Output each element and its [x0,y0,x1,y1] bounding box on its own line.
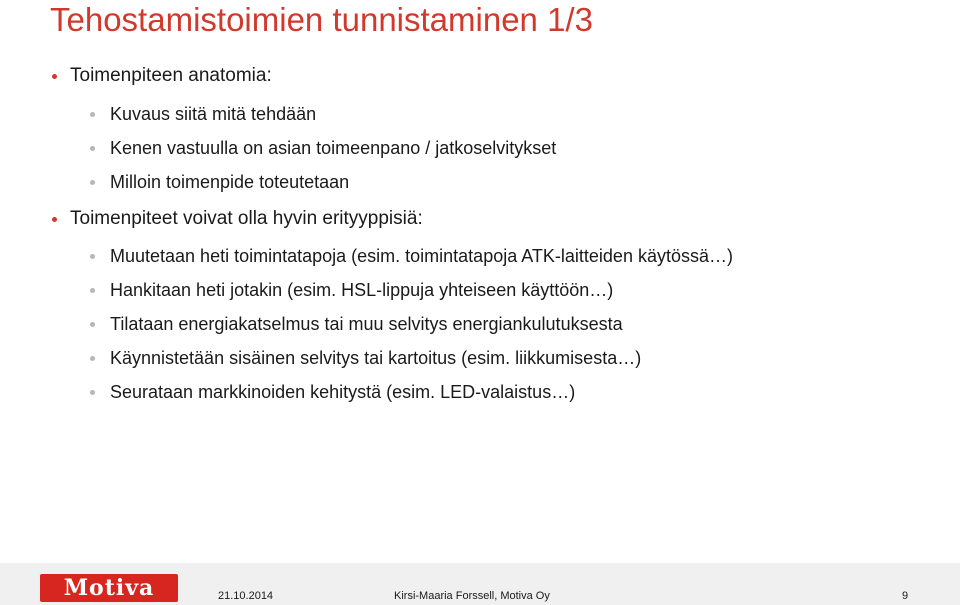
bullet-dot-icon [90,356,95,361]
list-item-text: Toimenpiteen anatomia: [70,65,272,86]
bullet-dot-icon [90,146,95,151]
list-item-text: Tilataan energiakatselmus tai muu selvitys energiankulutuksesta [110,314,623,334]
bullet-dot-icon [90,180,95,185]
list-item-text: Kenen vastuulla on asian toimeenpano / jatkoselvitykset [110,138,557,158]
bullet-dot-icon [90,254,95,259]
bullet-dot-icon [52,74,57,79]
footer-date: 21.10.2014 [218,590,274,602]
list-item-text: Muutetaan heti toimintatapoja (esim. toimintatapoja ATK-laitteiden käytössä…) [110,246,733,266]
page-title: Tehostamistoimien tunnistaminen 1/3 [50,1,593,38]
list-item [110,345,641,371]
bullet-dot-icon [90,322,95,327]
list-item-text: Seurataan markkinoiden kehitystä (esim. LED-valaistus…) [110,382,576,402]
list-item-text: Kuvaus siitä mitä tehdään [110,104,317,124]
list-item [110,311,623,337]
list-item [110,379,575,405]
list-item [110,277,613,303]
motiva-logo: Motiva [40,574,178,602]
bullet-dot-icon [90,390,95,395]
bullet-dot-icon [90,288,95,293]
bullet-dot-icon [90,112,95,117]
list-item [110,169,349,195]
list-item-text: Hankitaan heti jotakin (esim. HSL-lippuja yhteiseen käyttöön…) [110,280,614,300]
list-item-text: Käynnistetään sisäinen selvitys tai kartoitus (esim. liikkumisesta…) [110,348,642,368]
bullet-dot-icon [52,217,57,222]
page-number: 9 [902,590,909,602]
list-item [110,243,733,269]
list-item-text: Toimenpiteet voivat olla hyvin erityyppisiä: [70,208,423,229]
list-item [110,101,316,127]
list-item [110,135,556,161]
footer-author: Kirsi-Maaria Forssell, Motiva Oy [394,590,550,602]
list-item-text: Milloin toimenpide toteutetaan [110,172,350,192]
list-item [70,206,423,232]
list-item [70,63,272,89]
